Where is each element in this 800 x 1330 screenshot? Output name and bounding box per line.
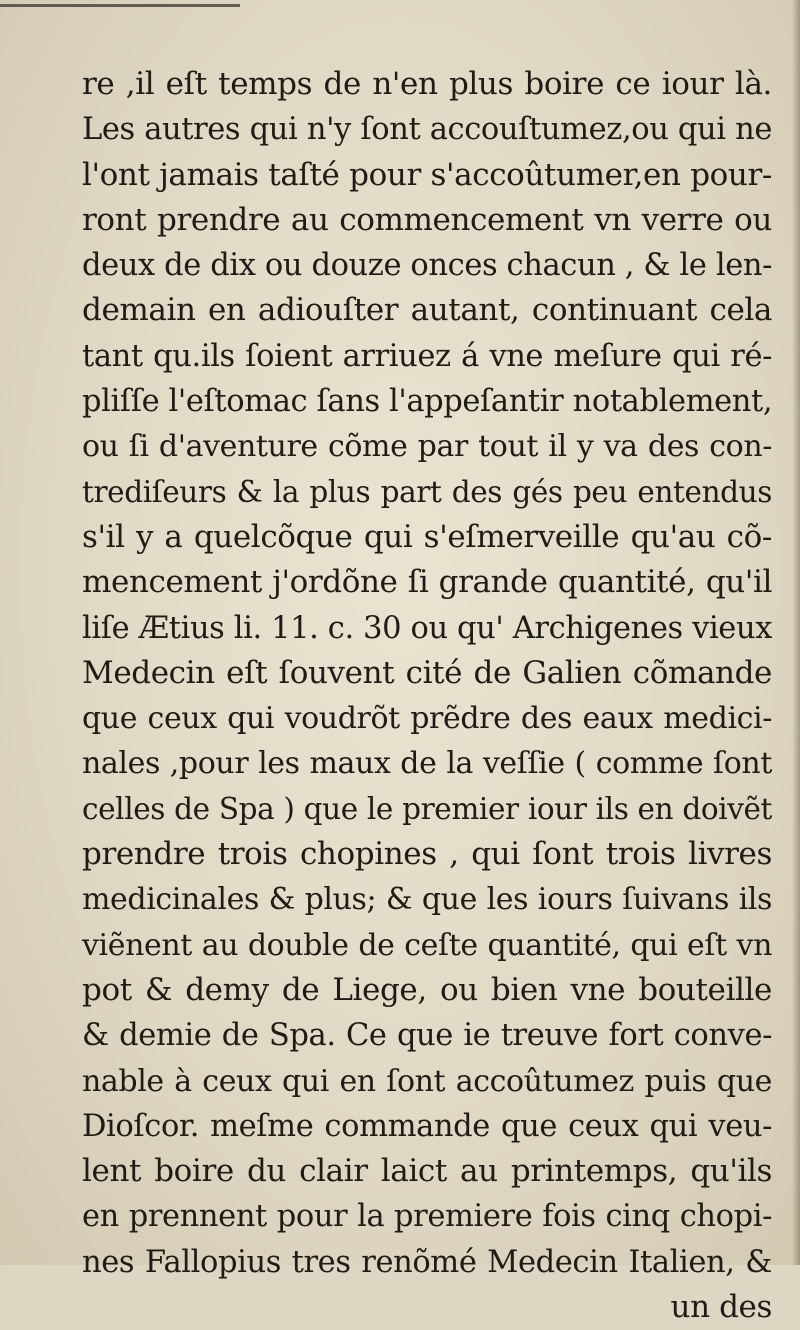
text-line: l'ont jamais taſté pour s'accoûtumer,en pour-: [82, 156, 772, 193]
text-line: mencement j'ordõne ſi grande quantité, qu'il: [82, 564, 772, 601]
text-line: ront prendre au commencement vn verre ou: [82, 201, 772, 238]
text-line: Les autres qui n'y ſont accouſtumez,ou qui ne: [82, 112, 772, 148]
text-line: celles de Spa ) que le premier iour ils en doivẽt: [82, 791, 772, 826]
text-line: que ceux qui voudrõt prẽdre des eaux medici-: [82, 701, 772, 737]
text-line: & demie de Spa. Ce que ie treuve fort conve-: [82, 1018, 772, 1054]
text-line: re ,il eſt temps de n'en plus boire ce iour là.: [82, 66, 772, 102]
text-line: s'il y a quelcõque qui s'eſmerveille qu'au cõ-: [82, 518, 772, 555]
text-line: tant qu.ils ſoient arriuez á vne meſure qui ré-: [82, 338, 772, 374]
text-line: demain en adiouſter autant, continuant cela: [82, 292, 772, 329]
text-line: deux de dix ou douze onces chacun , & le len-: [82, 248, 772, 284]
body-text: [82, 62, 772, 1330]
text-line: prendre trois chopines , qui ſont trois livres: [82, 836, 772, 873]
text-line: ou ſi d'aventure cõme par tout il y va des con-: [82, 429, 772, 465]
text-line: medicinales & plus; & que les iours ſuivans ils: [82, 882, 772, 918]
top-rule: [0, 4, 240, 7]
page-edge-shadow: [792, 0, 800, 1265]
text-line: pot & demy de Liege, ou bien vne bouteille: [82, 971, 772, 1008]
text-line: Medecin eſt ſouvent cité de Galien cõmande: [82, 654, 772, 691]
text-line: Dioſcor. meſme commande que ceux qui veu-: [82, 1108, 772, 1144]
text-line: pliſſe l'eſtomac ſans l'appeſantir notablement,: [82, 384, 773, 420]
text-line: liſe Ætius li. 11. c. 30 ou qu' Archigenes vieux: [82, 610, 772, 646]
catchword: un des: [670, 1289, 772, 1326]
text-line: viẽnent au double de ceſte quantité, qui eſt vn: [82, 927, 772, 963]
text-line: nable à ceux qui en ſont accoûtumez puis que: [82, 1063, 772, 1099]
text-line: lent boire du clair laict au printemps, qu'ils: [82, 1153, 772, 1190]
text-line: nales ,pour les maux de la veſſie ( comme ſont: [82, 746, 772, 782]
text-line: trediſeurs & la plus part des gés peu entendus: [82, 474, 772, 509]
text-line: en prennent pour la premiere fois cinq chopi-: [82, 1199, 772, 1235]
text-line: nes Fallopius tres renõmé Medecin Italien, &: [82, 1244, 772, 1280]
